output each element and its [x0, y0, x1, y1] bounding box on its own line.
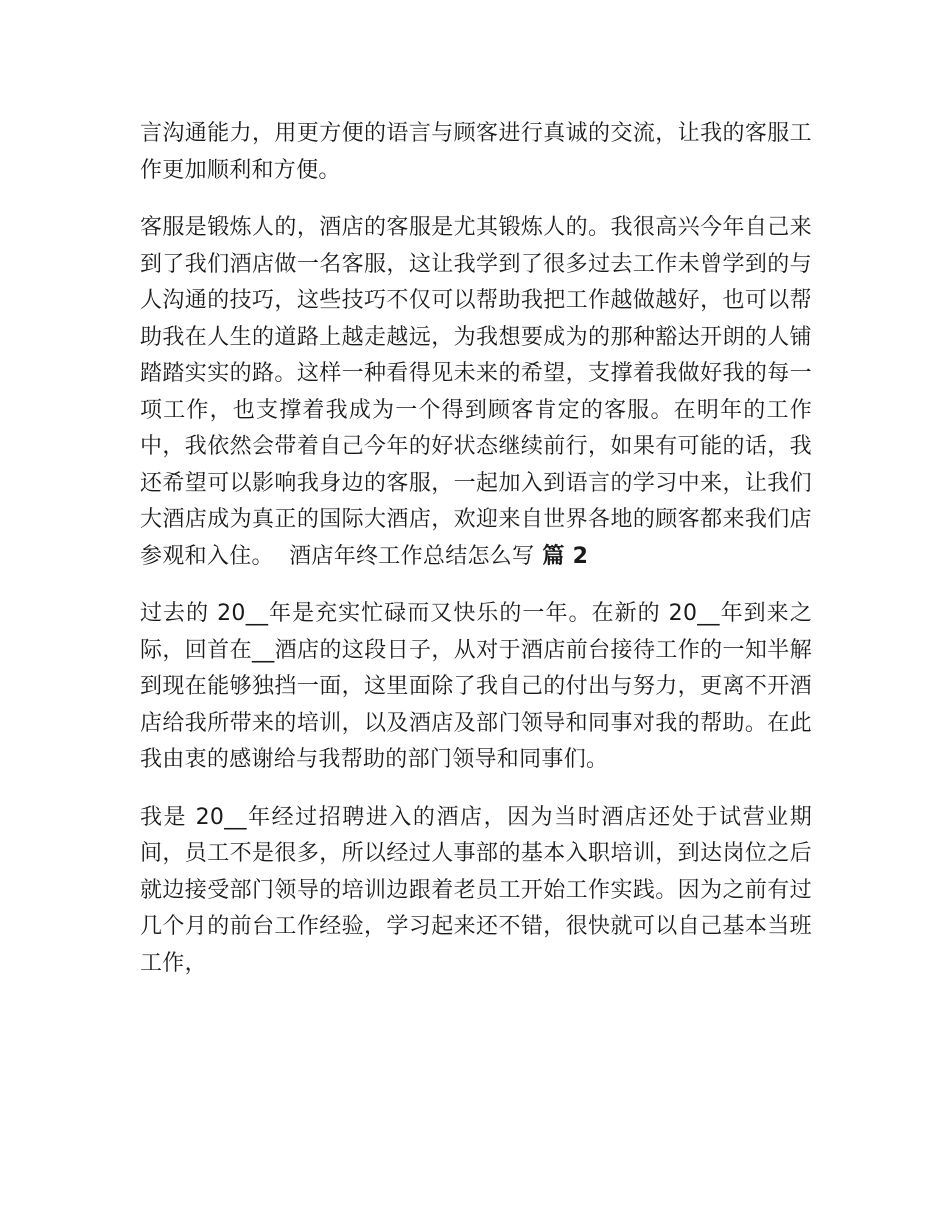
document-body	[140, 116, 812, 1003]
section-heading	[289, 544, 588, 569]
section-heading-number: 篇 2	[542, 543, 589, 569]
section-heading-title: 酒店年终工作总结怎么写	[289, 543, 535, 569]
paragraph-1	[140, 116, 812, 189]
paragraph-4-text: 我是 20__年经过招聘进入的酒店，因为当时酒店还处于试营业期间，员工不是很多，所以经过人事部的基本入职培训，到达岗位之后就边接受部门领导的培训边跟着老员工开始工作实践。因为之前有过几个月的前台工作经验，学习起来还不错，很快就可以自己基本当班工作，	[140, 804, 812, 976]
paragraph-3	[140, 596, 812, 779]
paragraph-4	[140, 800, 812, 983]
paragraph-1-text: 言沟通能力，用更方便的语言与顾客进行真诚的交流，让我的客服工作更加顺利和方便。	[140, 121, 812, 183]
paragraph-3-text: 过去的 20__年是充实忙碌而又快乐的一年。在新的 20__年到来之际，回首在__酒店的这段日子，从对于酒店前台接待工作的一知半解到现在能够独挡一面，这里面除了我自己的付出与努力，更离不开酒店给我所带来的培训，以及酒店及部门领导和同事对我的帮助。在此我由衷的感谢给与我帮助的部门领导和同事们。	[140, 601, 812, 772]
paragraph-2-text: 客服是锻炼人的，酒店的客服是尤其锻炼人的。我很高兴今年自己来到了我们酒店做一名客服，这让我学到了很多过去工作未曾学到的与人沟通的技巧，这些技巧不仅可以帮助我把工作越做越好，也可以帮助我在人生的道路上越走越远，为我想要成为的那种豁达开朗的人铺踏踏实实的路。这样一种看得见未来的希望，支撑着我做好我的每一项工作，也支撑着我成为一个得到顾客肯定的客服。在明年的工作中，我依然会带着自己今年的好状态继续前行，如果有可能的话，我还希望可以影响我身边的客服，一起加入到语言的学习中来，让我们大酒店成为真正的国际大酒店，欢迎来自世界各地的顾客都来我们店参观和入住。	[140, 215, 812, 569]
paragraph-2	[140, 210, 812, 575]
